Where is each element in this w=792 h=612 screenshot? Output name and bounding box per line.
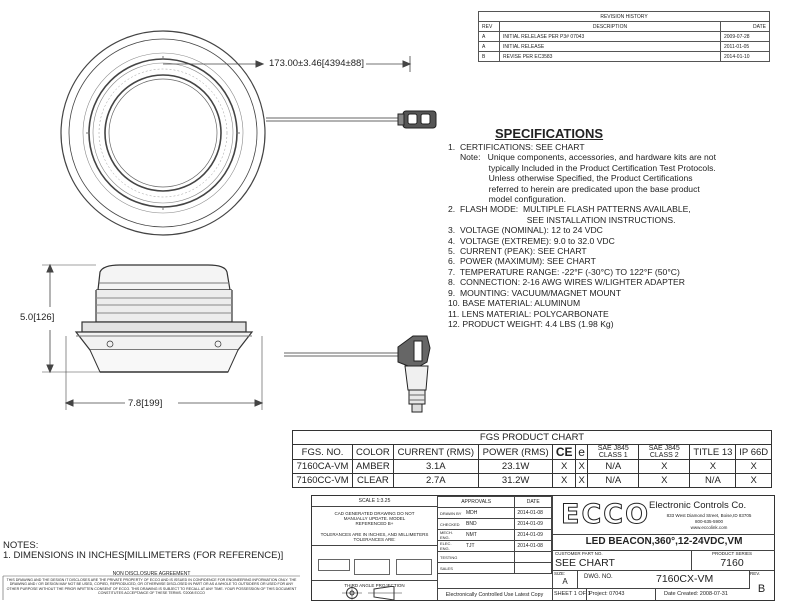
col-header: FGS. NO.: [293, 445, 353, 460]
scale-label: SCALE 1:3.25: [312, 496, 437, 507]
product-title: LED BEACON,360°,12-24VDC,VM: [552, 534, 775, 551]
spec-line: Unless otherwise Specified, the Product Certifications: [448, 173, 693, 184]
title-block: [311, 495, 775, 601]
col-header: IP 66D: [736, 445, 772, 460]
notes-line: 1. DIMENSIONS IN INCHES[MILLIMETERS (FOR REFERENCE)]: [3, 550, 284, 561]
specifications-title: SPECIFICATIONS: [495, 126, 604, 141]
tolerance-note: TOLERANCES ARE IN INCHES, AND MILLIMETERS TOLERANCES ARE:: [312, 531, 437, 546]
cable-lighter-adapter: [284, 336, 430, 412]
size-label: SIZE:: [554, 571, 566, 576]
spec-line: 4. VOLTAGE (EXTREME): 9.0 to 32.0 VDC: [448, 235, 615, 246]
dwg-label: DWG. NO.: [584, 574, 613, 580]
product-series-value: 7160: [720, 557, 744, 569]
spec-line: 6. POWER (MAXIMUM): SEE CHART: [448, 256, 596, 267]
ecco-logo: ECCO: [561, 499, 651, 530]
spec-line: referred to herein are predicated upon the base product: [448, 183, 700, 194]
company-web: www.eccolink.com: [690, 525, 728, 530]
dwg-number: 7160CX-VM: [656, 573, 714, 585]
spec-line: typically Included in the Product Certification Test Protocols.: [448, 162, 716, 173]
nda-title: NON DISCLOSURE AGREEMENT: [112, 571, 191, 577]
specifications-list: [448, 142, 716, 329]
customer-part-label: CUSTOMER PART NO.: [555, 551, 603, 556]
product-chart-table: [292, 430, 772, 488]
spec-line: Note: Unique components, accessories, and hardware kits are not: [448, 152, 716, 163]
beacon-top-view: [61, 31, 265, 235]
product-chart-title: FGS PRODUCT CHART: [293, 431, 772, 445]
spec-line: 1. CERTIFICATIONS: SEE CHART: [448, 142, 585, 152]
spec-line: 8. CONNECTION: 2-16 AWG WIRES W/LIGHTER ADAPTER: [448, 277, 685, 288]
spec-line: 2. FLASH MODE: MULTIPLE FLASH PATTERNS AVAILABLE,: [448, 204, 691, 215]
spec-line: model configuration.: [448, 194, 566, 205]
spec-line: 3. VOLTAGE (NOMINAL): 12 to 24 VDC: [448, 225, 603, 236]
date-created-label: Date Created: 2008-07-31: [664, 591, 728, 597]
col-header: SAE J845 CLASS 1: [588, 445, 639, 460]
approval-row: SALES: [438, 563, 552, 574]
table-row: 7160CA-VM AMBER 3.1A 23.1W X X N/A X X X: [293, 460, 772, 474]
approvals-header: APPROVALS: [438, 497, 515, 508]
nda-text: THIS DRAWING AND THE DESIGN IT DISCLOSES ARE THE PRIVATE PROPERTY OF ECCO AND IS ISSUED IN CONFIDENCE FOR ENGINEERING INFORMATION ONLY. THE DRAWING AND / OR DESIGN MAY NOT BE USED, COPIED, REPRODUCED, OR OTHERWISE DISCLOSED IN PART OR AS A WHOLE TO OUTSIDERS OR USED FOR ANY OTHER PURPOSE WITHOUT THE PRIOR WRITTEN CONSENT OF ECCO. THIS DRAWING IS SUBJECT TO RECALL AT ANY TIME. YOUR POSSESSION OF THIS DOCUMENT CONSTITUTES ACCEPTANCE OF THESE TERMS. ©2008 ECCO: [6, 578, 297, 595]
col-header: COLOR: [353, 445, 394, 460]
company-phone: 800-635-5900: [694, 519, 724, 524]
project-label: Project: 07043: [587, 588, 656, 600]
width-label: 7.8[199]: [128, 398, 163, 409]
approvals-date-header: DATE: [515, 497, 552, 508]
cable-connector-top: [266, 111, 436, 128]
approval-row: DRAWN BY MDH 2014-01-08: [438, 508, 552, 519]
col-header: POWER (RMS): [478, 445, 552, 460]
revision-history-title: REVISION HISTORY: [479, 12, 770, 22]
col-header: SAE J845 CLASS 2: [639, 445, 690, 460]
rev-value: B: [757, 583, 766, 595]
sheet-label: SHEET 1 OF 1: [553, 588, 587, 600]
table-row: 7160CC-VM CLEAR 2.7A 31.2W X X N/A X N/A X: [293, 474, 772, 488]
col-header: TITLE 13: [690, 445, 736, 460]
approval-row: TESTING: [438, 552, 552, 563]
approvals-table: [437, 496, 552, 574]
description-header: DESCRIPTION: [500, 22, 721, 32]
product-series-label: PRODUCT SERIES: [712, 551, 752, 556]
third-angle-projection-icon: [340, 586, 408, 600]
spec-line: 12. PRODUCT WEIGHT: 4.4 LBS (1.98 Kg): [448, 318, 614, 329]
rev-header: REV: [479, 22, 500, 32]
spec-line: 7. TEMPERATURE RANGE: -22°F (-30°C) TO 122°F (50°C): [448, 266, 680, 277]
size-value: A: [562, 577, 568, 586]
approval-row: ELEC. ENG. TJT 2014-01-08: [438, 541, 552, 552]
e-mark-header: e: [576, 445, 588, 460]
ce-mark-header: CE: [553, 445, 576, 460]
date-header: DATE: [721, 22, 770, 32]
height-label: 5.0[126]: [20, 312, 55, 323]
rev-label: REV.: [750, 571, 761, 576]
spec-line: 5. CURRENT (PEAK): SEE CHART: [448, 246, 587, 257]
revision-row: A INITIAL RELELASE PER P3# 07043 2009-07-28: [479, 32, 770, 42]
third-angle-label: THIRD ANGLE PROJECTION: [344, 583, 405, 588]
company-name: Electronic Controls Co.: [649, 500, 747, 511]
notes-title: NOTES:: [3, 540, 39, 551]
customer-part-value: SEE CHART: [555, 557, 615, 569]
spec-line: 11. LENS MATERIAL: POLYCARBONATE: [448, 308, 609, 319]
col-header: CURRENT (RMS): [393, 445, 478, 460]
spec-line: SEE INSTALLATION INSTRUCTIONS.: [448, 214, 676, 225]
beacon-side-view: [76, 265, 252, 372]
approval-row: MECH. ENG. NMT 2014-01-09: [438, 530, 552, 541]
cad-note: CAD GENERATED DRAWING DO NOT MANUALLY UPDATE. MODEL REFERENCED B+: [334, 511, 415, 526]
spec-line: 9. MOUNTING: VACUUM/MAGNET MOUNT: [448, 287, 621, 298]
company-address: 833 West Diamond Street, Boise,ID 83705: [666, 513, 752, 518]
revision-row: B REVISE PER EC3583 2014-01-10: [479, 52, 770, 62]
approval-row: CHECKED BND 2014-01-09: [438, 519, 552, 530]
spec-line: 10. BASE MATERIAL: ALUMINUM: [448, 298, 581, 309]
diameter-label: 173.00±3.46[4394±88]: [269, 58, 364, 69]
controlled-copy-label: Electronically Controlled Use Latest Copy: [437, 588, 552, 601]
revision-row: A INITIAL RELEASE 2011-01-05: [479, 42, 770, 52]
